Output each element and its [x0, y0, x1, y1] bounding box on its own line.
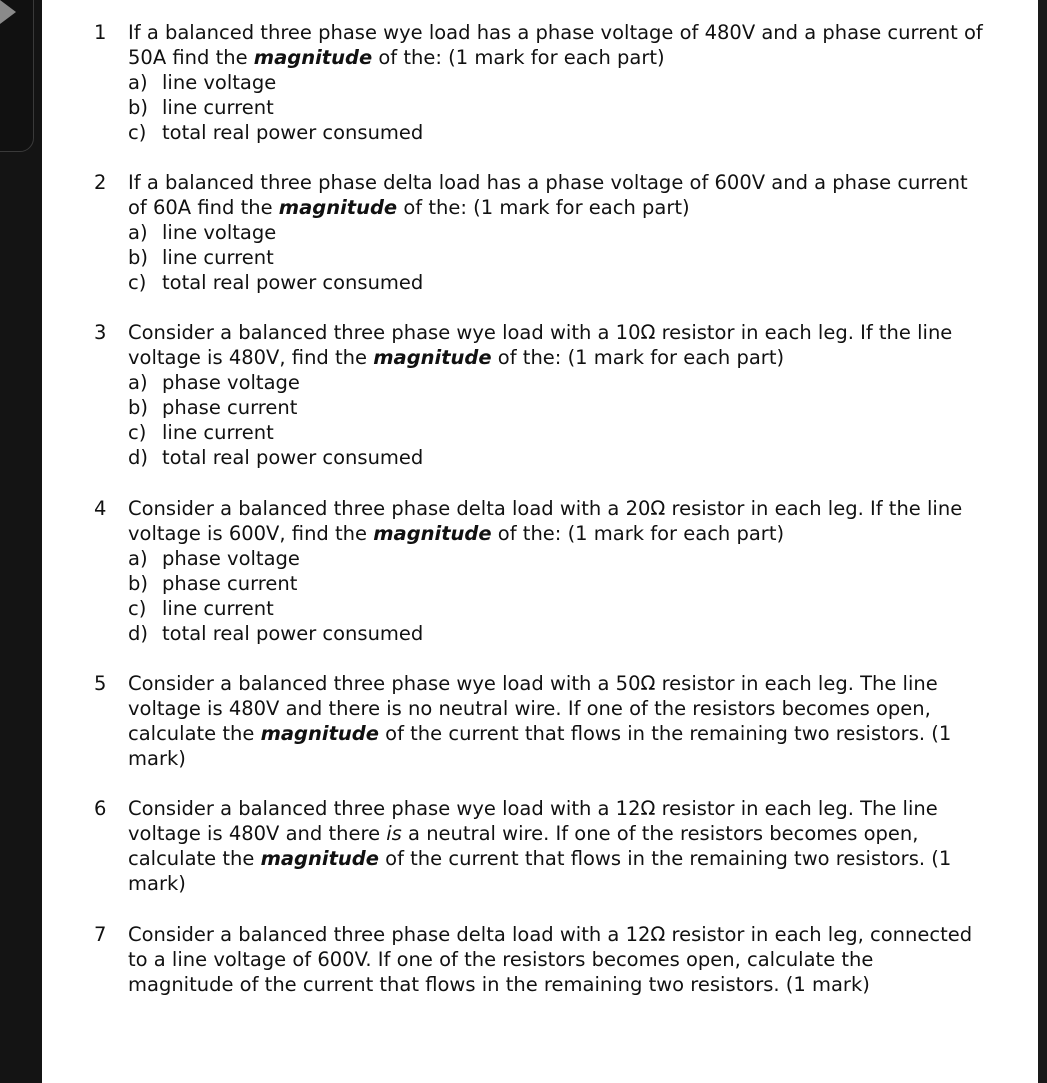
list-item: c) total real power consumed: [128, 271, 424, 294]
list-item: a) line voltage: [128, 221, 277, 244]
question-1: [94, 20, 984, 145]
list-item: b) phase current: [128, 572, 298, 595]
question-number: 5: [94, 672, 107, 695]
question-4: [94, 496, 984, 646]
question-text: Consider a balanced three phase delta load with a 20Ω resistor in each leg. If the line voltage is 600V, find the magnitude of the: (1 mark for each part): [128, 497, 963, 545]
list-item: b) line current: [128, 246, 274, 269]
question-text: If a balanced three phase delta load has a phase voltage of 600V and a phase current of 60A find the magnitude of the: (1 mark for each part): [128, 171, 968, 219]
list-item: b) phase current: [128, 396, 298, 419]
play-icon[interactable]: [0, 0, 16, 24]
question-number: 2: [94, 171, 107, 194]
question-text: Consider a balanced three phase wye load with a 12Ω resistor in each leg. The line voltage is 480V and there is a neutral wire. If one of the resistors becomes open, calculate the magnitude of the current that flows in the remaining two resistors. (1 mark): [128, 797, 952, 895]
question-number: 7: [94, 923, 107, 946]
list-item: c) total real power consumed: [128, 121, 424, 144]
document-page: [42, 0, 1038, 1083]
list-item: a) line voltage: [128, 71, 277, 94]
question-6: [94, 796, 984, 896]
question-text: Consider a balanced three phase wye load with a 50Ω resistor in each leg. The line voltage is 480V and there is no neutral wire. If one of the resistors becomes open, calculate the magnitude of the current that flows in the remaining two resistors. (1 mark): [128, 672, 952, 770]
list-item: c) line current: [128, 421, 274, 444]
list-item: a) phase voltage: [128, 371, 300, 394]
question-text: Consider a balanced three phase delta load with a 12Ω resistor in each leg, connected to a line voltage of 600V. If one of the resistors becomes open, calculate the magnitude of the current that flows in the remaining two resistors. (1 mark): [128, 923, 973, 996]
question-number: 3: [94, 321, 107, 344]
list-item: a) phase voltage: [128, 547, 300, 570]
question-text: If a balanced three phase wye load has a phase voltage of 480V and a phase current of 50A find the magnitude of the: (1 mark for each part): [128, 21, 983, 69]
question-text: Consider a balanced three phase wye load with a 10Ω resistor in each leg. If the line voltage is 480V, find the magnitude of the: (1 mark for each part): [128, 321, 953, 369]
question-number: 1: [94, 21, 107, 44]
list-item: d) total real power consumed: [128, 446, 424, 469]
question-7: [94, 922, 984, 997]
question-5: [94, 671, 984, 771]
question-number: 4: [94, 497, 107, 520]
list-item: d) total real power consumed: [128, 622, 424, 645]
list-item: b) line current: [128, 96, 274, 119]
question-2: [94, 170, 984, 295]
question-number: 6: [94, 797, 107, 820]
question-3: [94, 320, 984, 470]
list-item: c) line current: [128, 597, 274, 620]
right-edge: [1038, 0, 1047, 1083]
